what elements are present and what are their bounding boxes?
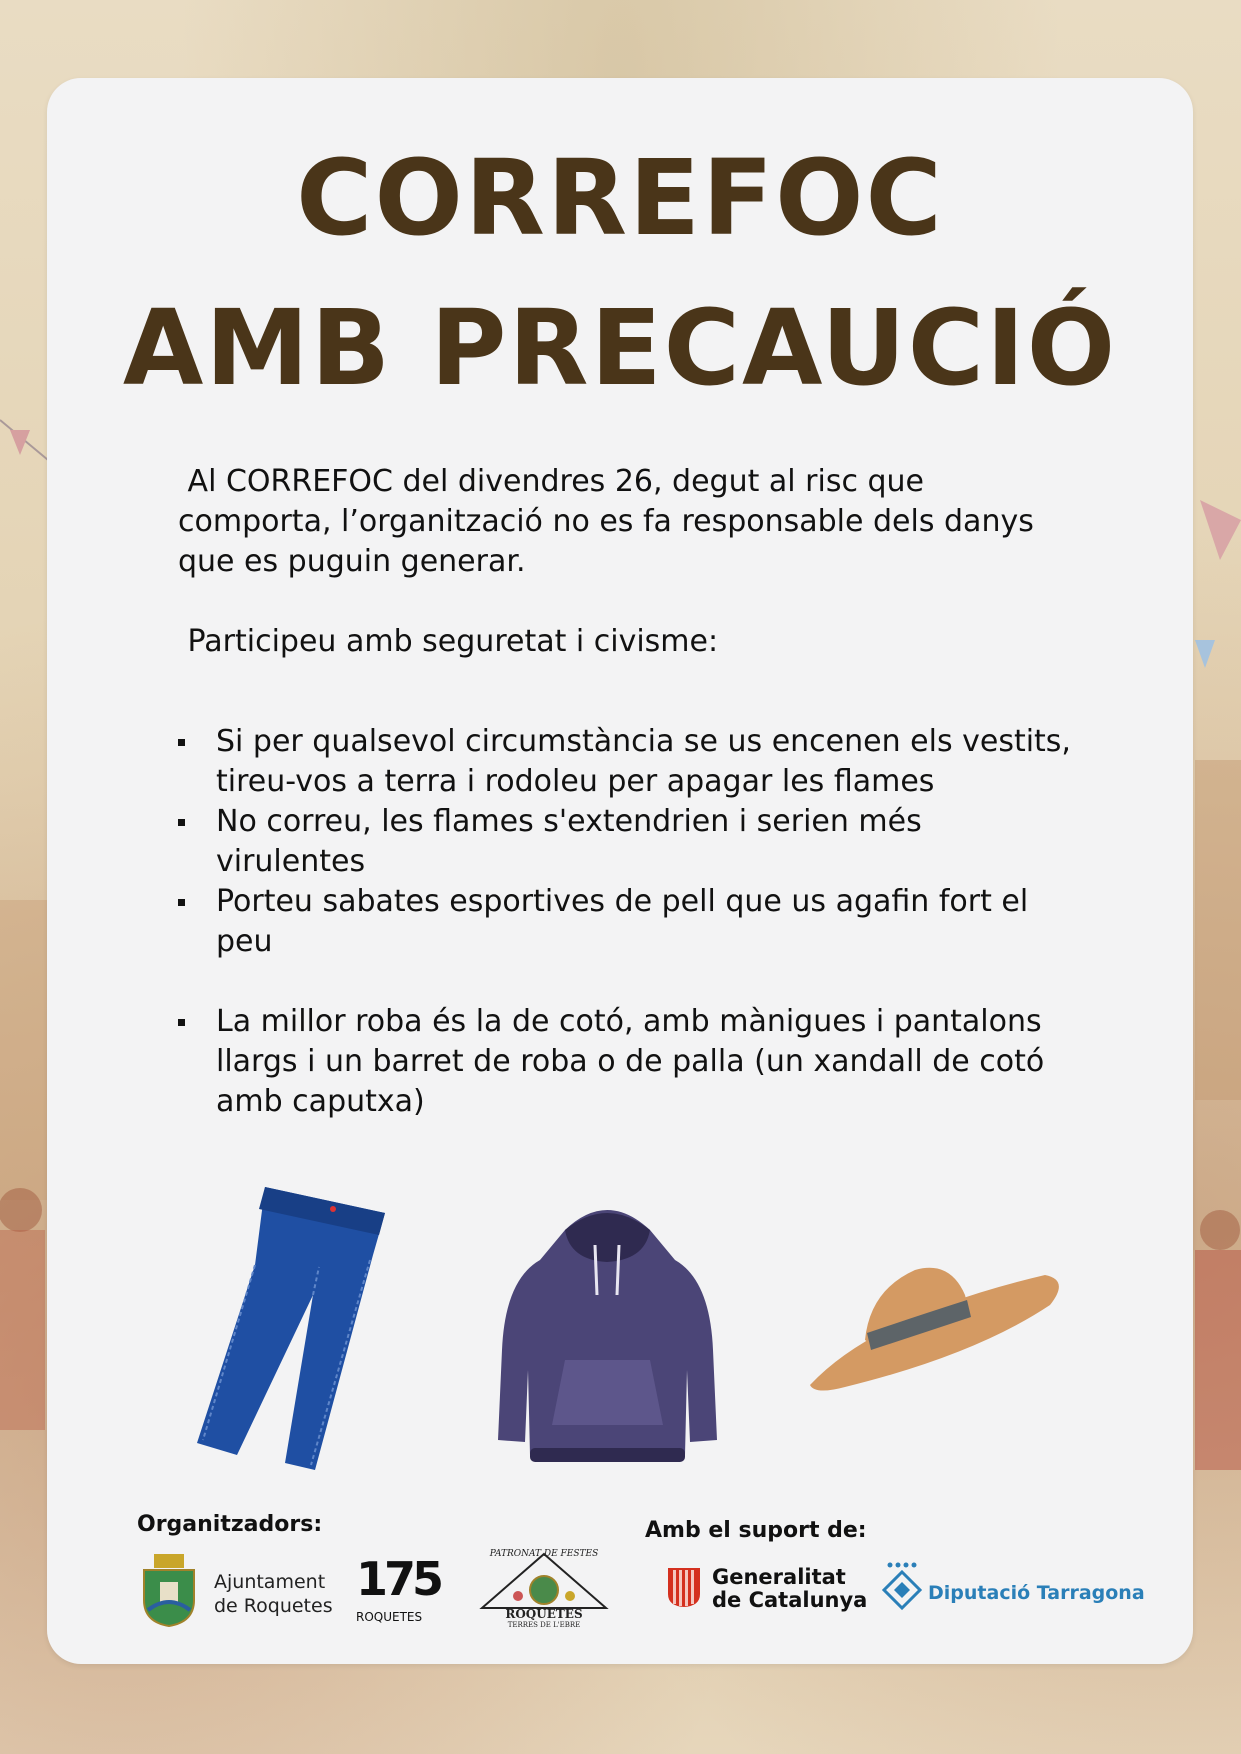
diputacio-emblem-icon	[882, 1562, 922, 1612]
list-item: Porteu sabates esportives de pell que us agafin fort el peu	[178, 882, 1078, 962]
hoodie-icon	[495, 1200, 720, 1465]
title-line-1: CORREFOC	[296, 137, 944, 259]
roquetes-175-logo: 175 ROQUETES	[356, 1552, 441, 1624]
list-item: La millor roba és la de cotó, amb mànigues i pantalons llargs i un barret de roba o de palla (un xandall de cotó amb caputxa)	[178, 1002, 1078, 1122]
organizers-label: Organitzadors:	[137, 1512, 323, 1537]
generalitat-emblem-icon	[666, 1566, 702, 1608]
ajuntament-coat-of-arms-icon	[140, 1552, 198, 1628]
ajuntament-logo-text: Ajuntament de Roquetes	[214, 1571, 333, 1617]
list-item: Si per qualsevol circumstància se us encenen els vestits, tireu-vos a terra i rodoleu per apagar les flames	[178, 722, 1078, 802]
title-line-2: AMB PRECAUCIÓ	[122, 287, 1118, 409]
hat-icon	[805, 1235, 1065, 1395]
diputacio-logo-text: Diputació Tarragona	[928, 1582, 1145, 1604]
generalitat-logo-text: Generalitat de Catalunya	[712, 1565, 868, 1612]
safety-list	[178, 722, 1078, 1122]
list-item: No correu, les flames s'extendrien i serien més virulentes	[178, 802, 1078, 882]
jeans-icon	[195, 1185, 395, 1475]
patronat-logo-text: PATRONAT DE FESTES ROQUETES TERRES DE L'EBRE	[489, 1549, 599, 1629]
intro-paragraph: Al CORREFOC del divendres 26, degut al risc que comporta, l’organització no es fa responsable dels danys que es puguin generar.	[178, 464, 1044, 579]
prompt-paragraph: Participeu amb seguretat i civisme:	[178, 624, 719, 659]
support-label: Amb el suport de:	[645, 1518, 867, 1543]
